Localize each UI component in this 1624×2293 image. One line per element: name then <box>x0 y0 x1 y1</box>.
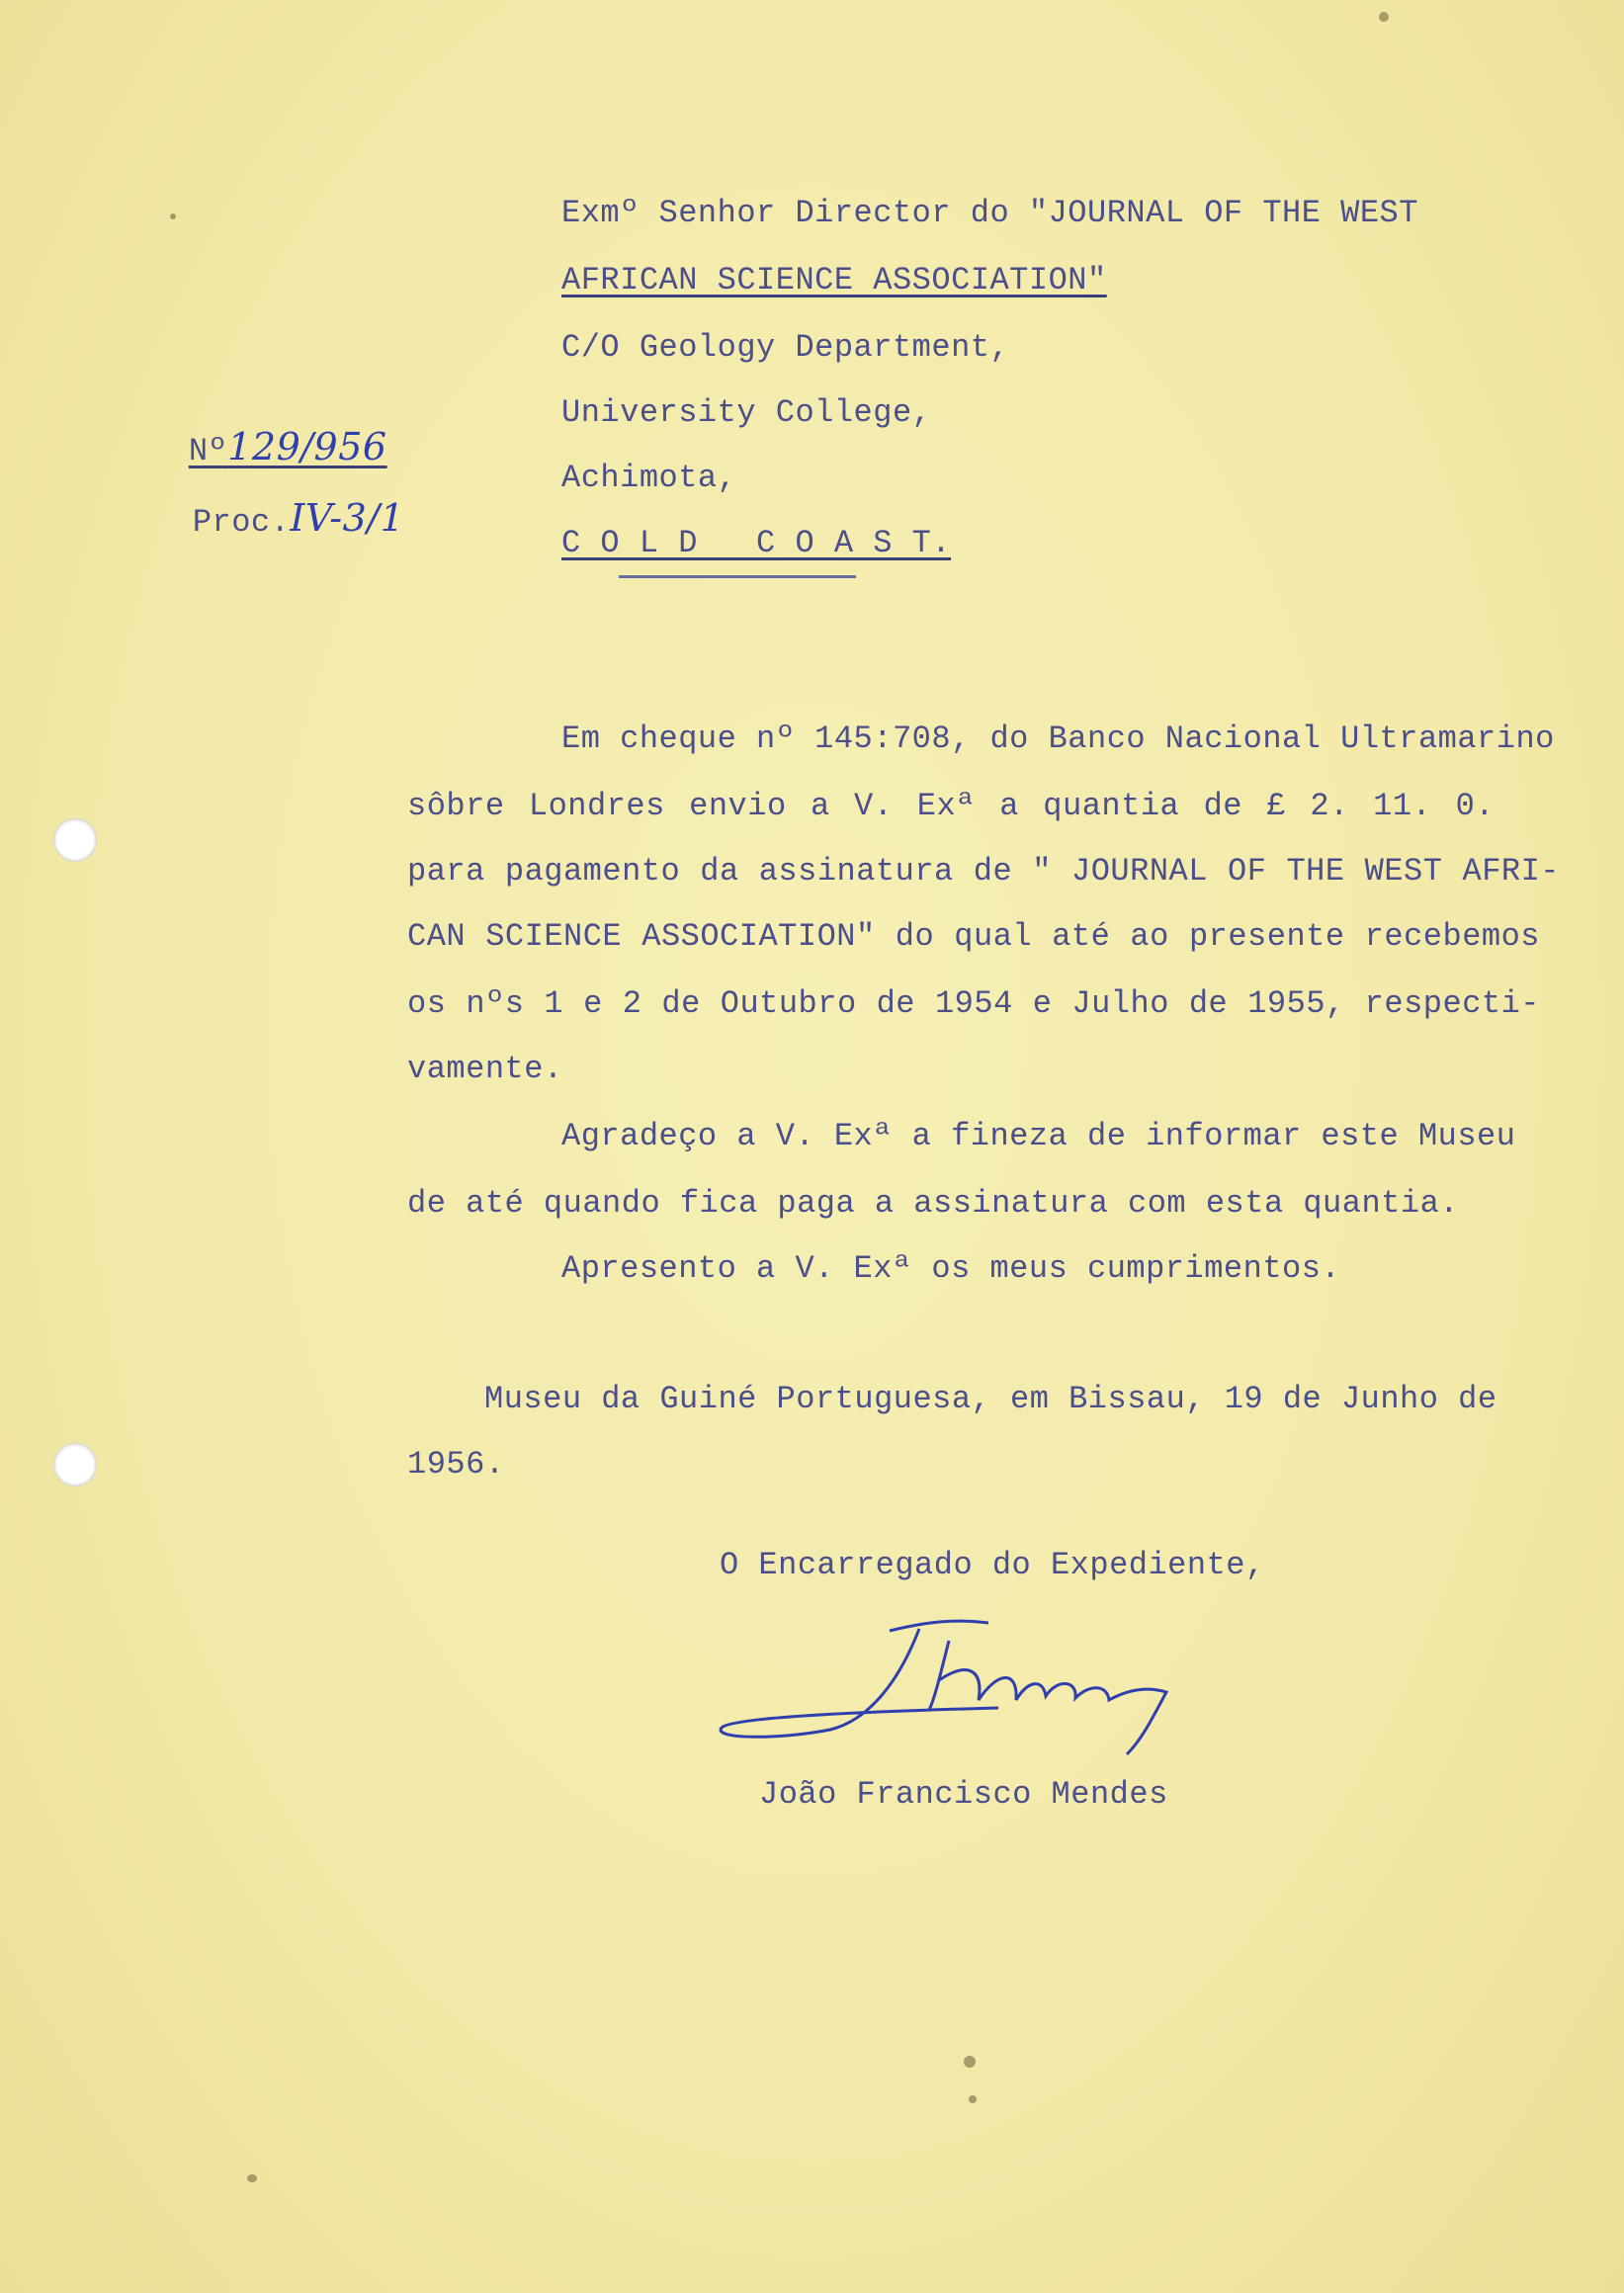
place-date-line-2: 1956. <box>407 1446 505 1483</box>
addressee-divider <box>619 575 856 578</box>
paper-speck <box>1379 12 1389 22</box>
paper-speck <box>969 2095 977 2103</box>
body-p2-line-2: de até quando fica paga a assinatura com esta quantia. <box>407 1185 1459 1222</box>
addressee-line-1: Exmº Senhor Director do "JOURNAL OF THE WEST <box>561 195 1418 231</box>
signature <box>702 1601 1196 1759</box>
body-p1-line-5: os nºs 1 e 2 de Outubro de 1954 e Julho de 1955, respecti- <box>407 985 1540 1022</box>
body-p1-line-1: Em cheque nº 145:708, do Banco Nacional Ultramarino <box>561 721 1555 757</box>
closing-role: O Encarregado do Expediente, <box>720 1547 1265 1583</box>
body-p3-line-1: Apresento a V. Exª os meus cumprimentos. <box>561 1250 1341 1287</box>
signatory-name: João Francisco Mendes <box>759 1776 1168 1813</box>
body-p1-line-4: CAN SCIENCE ASSOCIATION" do qual até ao presente recebemos <box>407 918 1540 955</box>
reference-proc-value: IV-3/1 <box>290 496 405 540</box>
reference-proc-label: Proc. <box>192 504 291 541</box>
addressee-line-3: C/O Geology Department, <box>561 329 1010 366</box>
reference-number-label: Nº <box>188 433 228 469</box>
punch-hole-top <box>53 818 97 862</box>
reference-number-value: 129/956 <box>227 425 387 468</box>
addressee-line-5: Achimota, <box>561 460 737 496</box>
body-p1-line-2: sôbre Londres envio a V. Exª a quantia de £ 2. 11. 0. <box>407 788 1495 824</box>
body-p1-line-3: para pagamento da assinatura de " JOURNAL OF THE WEST AFRI- <box>407 853 1560 890</box>
punch-hole-bottom <box>53 1443 97 1486</box>
paper-speck <box>964 2056 976 2068</box>
reference-proc <box>115 459 404 582</box>
addressee-line-2: AFRICAN SCIENCE ASSOCIATION" <box>561 262 1107 298</box>
addressee-line-4: University College, <box>561 394 932 431</box>
body-p1-line-6: vamente. <box>407 1051 563 1087</box>
paper-speck <box>247 2174 257 2182</box>
addressee-line-6: C O L D C O A S T. <box>561 525 952 561</box>
body-p2-line-1: Agradeço a V. Exª a fineza de informar este Museu <box>561 1118 1516 1154</box>
place-date-line-1: Museu da Guiné Portuguesa, em Bissau, 19 de Junho de <box>484 1381 1497 1417</box>
paper-speck <box>170 213 176 219</box>
